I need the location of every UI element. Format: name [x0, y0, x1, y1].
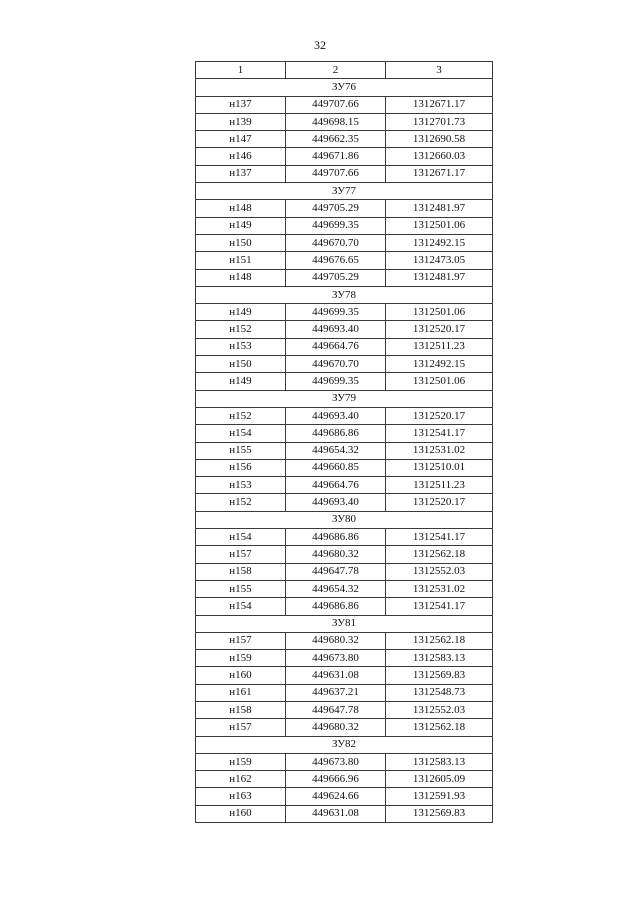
x-coordinate-cell: 449662.35	[286, 131, 386, 148]
x-coordinate-cell: 449654.32	[286, 442, 386, 459]
y-coordinate-cell: 1312569.83	[386, 667, 493, 684]
y-coordinate-cell: 1312501.06	[386, 373, 493, 390]
x-coordinate-cell: 449693.40	[286, 494, 386, 511]
x-coordinate-cell: 449693.40	[286, 407, 386, 424]
table-row	[196, 252, 493, 269]
y-coordinate-cell: 1312473.05	[386, 252, 493, 269]
point-id-cell: н137	[196, 165, 286, 182]
point-id-cell: н158	[196, 563, 286, 580]
x-coordinate-cell: 449670.70	[286, 234, 386, 251]
y-coordinate-cell: 1312510.01	[386, 459, 493, 476]
table-row	[196, 148, 493, 165]
y-coordinate-cell: 1312583.13	[386, 753, 493, 770]
y-coordinate-cell: 1312511.23	[386, 338, 493, 355]
point-id-cell: н157	[196, 546, 286, 563]
point-id-cell: н161	[196, 684, 286, 701]
x-coordinate-cell: 449707.66	[286, 96, 386, 113]
x-coordinate-cell: 449705.29	[286, 200, 386, 217]
point-id-cell: н158	[196, 701, 286, 718]
table-row	[196, 217, 493, 234]
table-row	[196, 494, 493, 511]
y-coordinate-cell: 1312660.03	[386, 148, 493, 165]
table-row	[196, 632, 493, 649]
table-row	[196, 131, 493, 148]
x-coordinate-cell: 449686.86	[286, 425, 386, 442]
table-row	[196, 701, 493, 718]
x-coordinate-cell: 449680.32	[286, 719, 386, 736]
section-title: ЗУ77	[196, 183, 493, 200]
x-coordinate-cell: 449693.40	[286, 321, 386, 338]
y-coordinate-cell: 1312562.18	[386, 719, 493, 736]
x-coordinate-cell: 449686.86	[286, 598, 386, 615]
point-id-cell: н157	[196, 719, 286, 736]
table-row	[196, 529, 493, 546]
table-row	[196, 407, 493, 424]
y-coordinate-cell: 1312591.93	[386, 788, 493, 805]
y-coordinate-cell: 1312569.83	[386, 805, 493, 822]
point-id-cell: н148	[196, 269, 286, 286]
table-row	[196, 477, 493, 494]
point-id-cell: н146	[196, 148, 286, 165]
y-coordinate-cell: 1312541.17	[386, 529, 493, 546]
point-id-cell: н159	[196, 650, 286, 667]
y-coordinate-cell: 1312541.17	[386, 425, 493, 442]
point-id-cell: н137	[196, 96, 286, 113]
point-id-cell: н153	[196, 338, 286, 355]
x-coordinate-cell: 449686.86	[286, 529, 386, 546]
section-title: ЗУ81	[196, 615, 493, 632]
coordinates-table	[195, 61, 493, 823]
table-row	[196, 165, 493, 182]
x-coordinate-cell: 449631.08	[286, 805, 386, 822]
y-coordinate-cell: 1312520.17	[386, 494, 493, 511]
column-header-2: 2	[286, 62, 386, 79]
table-row	[196, 113, 493, 130]
table-row	[196, 684, 493, 701]
y-coordinate-cell: 1312562.18	[386, 632, 493, 649]
section-title: ЗУ82	[196, 736, 493, 753]
y-coordinate-cell: 1312481.97	[386, 200, 493, 217]
x-coordinate-cell: 449699.35	[286, 373, 386, 390]
table-row	[196, 719, 493, 736]
x-coordinate-cell: 449699.35	[286, 217, 386, 234]
table-row	[196, 425, 493, 442]
y-coordinate-cell: 1312492.15	[386, 234, 493, 251]
point-id-cell: н162	[196, 771, 286, 788]
table-row	[196, 598, 493, 615]
section-title: ЗУ80	[196, 511, 493, 528]
section-title: ЗУ76	[196, 79, 493, 96]
y-coordinate-cell: 1312531.02	[386, 580, 493, 597]
table-row	[196, 546, 493, 563]
y-coordinate-cell: 1312671.17	[386, 165, 493, 182]
table-row	[196, 269, 493, 286]
table-row	[196, 321, 493, 338]
x-coordinate-cell: 449664.76	[286, 338, 386, 355]
y-coordinate-cell: 1312531.02	[386, 442, 493, 459]
point-id-cell: н154	[196, 425, 286, 442]
x-coordinate-cell: 449654.32	[286, 580, 386, 597]
section-header-row	[196, 286, 493, 303]
column-header-1: 1	[196, 62, 286, 79]
point-id-cell: н155	[196, 442, 286, 459]
y-coordinate-cell: 1312548.73	[386, 684, 493, 701]
x-coordinate-cell: 449631.08	[286, 667, 386, 684]
table-row	[196, 563, 493, 580]
x-coordinate-cell: 449660.85	[286, 459, 386, 476]
x-coordinate-cell: 449664.76	[286, 477, 386, 494]
y-coordinate-cell: 1312520.17	[386, 407, 493, 424]
x-coordinate-cell: 449673.80	[286, 650, 386, 667]
y-coordinate-cell: 1312671.17	[386, 96, 493, 113]
table-row	[196, 356, 493, 373]
y-coordinate-cell: 1312541.17	[386, 598, 493, 615]
table-row	[196, 771, 493, 788]
section-header-row	[196, 183, 493, 200]
table-header-row	[196, 62, 493, 79]
point-id-cell: н157	[196, 632, 286, 649]
table-row	[196, 788, 493, 805]
y-coordinate-cell: 1312501.06	[386, 217, 493, 234]
x-coordinate-cell: 449671.86	[286, 148, 386, 165]
x-coordinate-cell: 449707.66	[286, 165, 386, 182]
section-header-row	[196, 79, 493, 96]
table-row	[196, 442, 493, 459]
coordinates-table-body	[196, 62, 493, 823]
point-id-cell: н149	[196, 304, 286, 321]
table-row	[196, 338, 493, 355]
table-row	[196, 234, 493, 251]
point-id-cell: н152	[196, 494, 286, 511]
point-id-cell: н149	[196, 373, 286, 390]
point-id-cell: н148	[196, 200, 286, 217]
table-row	[196, 650, 493, 667]
x-coordinate-cell: 449637.21	[286, 684, 386, 701]
table-row	[196, 667, 493, 684]
y-coordinate-cell: 1312501.06	[386, 304, 493, 321]
point-id-cell: н153	[196, 477, 286, 494]
column-header-3: 3	[386, 62, 493, 79]
table-row	[196, 304, 493, 321]
x-coordinate-cell: 449698.15	[286, 113, 386, 130]
y-coordinate-cell: 1312481.97	[386, 269, 493, 286]
y-coordinate-cell: 1312552.03	[386, 563, 493, 580]
point-id-cell: н149	[196, 217, 286, 234]
table-row	[196, 459, 493, 476]
table-row	[196, 200, 493, 217]
x-coordinate-cell: 449647.78	[286, 701, 386, 718]
point-id-cell: н151	[196, 252, 286, 269]
x-coordinate-cell: 449670.70	[286, 356, 386, 373]
point-id-cell: н150	[196, 234, 286, 251]
x-coordinate-cell: 449699.35	[286, 304, 386, 321]
point-id-cell: н160	[196, 805, 286, 822]
y-coordinate-cell: 1312583.13	[386, 650, 493, 667]
y-coordinate-cell: 1312511.23	[386, 477, 493, 494]
page-number: 32	[314, 38, 326, 52]
section-header-row	[196, 736, 493, 753]
x-coordinate-cell: 449666.96	[286, 771, 386, 788]
y-coordinate-cell: 1312605.09	[386, 771, 493, 788]
y-coordinate-cell: 1312552.03	[386, 701, 493, 718]
table-row	[196, 753, 493, 770]
point-id-cell: н156	[196, 459, 286, 476]
x-coordinate-cell: 449680.32	[286, 632, 386, 649]
y-coordinate-cell: 1312690.58	[386, 131, 493, 148]
section-header-row	[196, 390, 493, 407]
x-coordinate-cell: 449705.29	[286, 269, 386, 286]
point-id-cell: н154	[196, 598, 286, 615]
point-id-cell: н155	[196, 580, 286, 597]
point-id-cell: н160	[196, 667, 286, 684]
y-coordinate-cell: 1312492.15	[386, 356, 493, 373]
section-header-row	[196, 511, 493, 528]
point-id-cell: н152	[196, 321, 286, 338]
point-id-cell: н147	[196, 131, 286, 148]
x-coordinate-cell: 449680.32	[286, 546, 386, 563]
table-row	[196, 805, 493, 822]
point-id-cell: н154	[196, 529, 286, 546]
x-coordinate-cell: 449673.80	[286, 753, 386, 770]
table-row	[196, 96, 493, 113]
section-title: ЗУ78	[196, 286, 493, 303]
y-coordinate-cell: 1312520.17	[386, 321, 493, 338]
x-coordinate-cell: 449647.78	[286, 563, 386, 580]
section-title: ЗУ79	[196, 390, 493, 407]
y-coordinate-cell: 1312562.18	[386, 546, 493, 563]
point-id-cell: н152	[196, 407, 286, 424]
point-id-cell: н150	[196, 356, 286, 373]
point-id-cell: н159	[196, 753, 286, 770]
x-coordinate-cell: 449624.66	[286, 788, 386, 805]
table-row	[196, 373, 493, 390]
point-id-cell: н139	[196, 113, 286, 130]
point-id-cell: н163	[196, 788, 286, 805]
x-coordinate-cell: 449676.65	[286, 252, 386, 269]
table-row	[196, 580, 493, 597]
section-header-row	[196, 615, 493, 632]
y-coordinate-cell: 1312701.73	[386, 113, 493, 130]
